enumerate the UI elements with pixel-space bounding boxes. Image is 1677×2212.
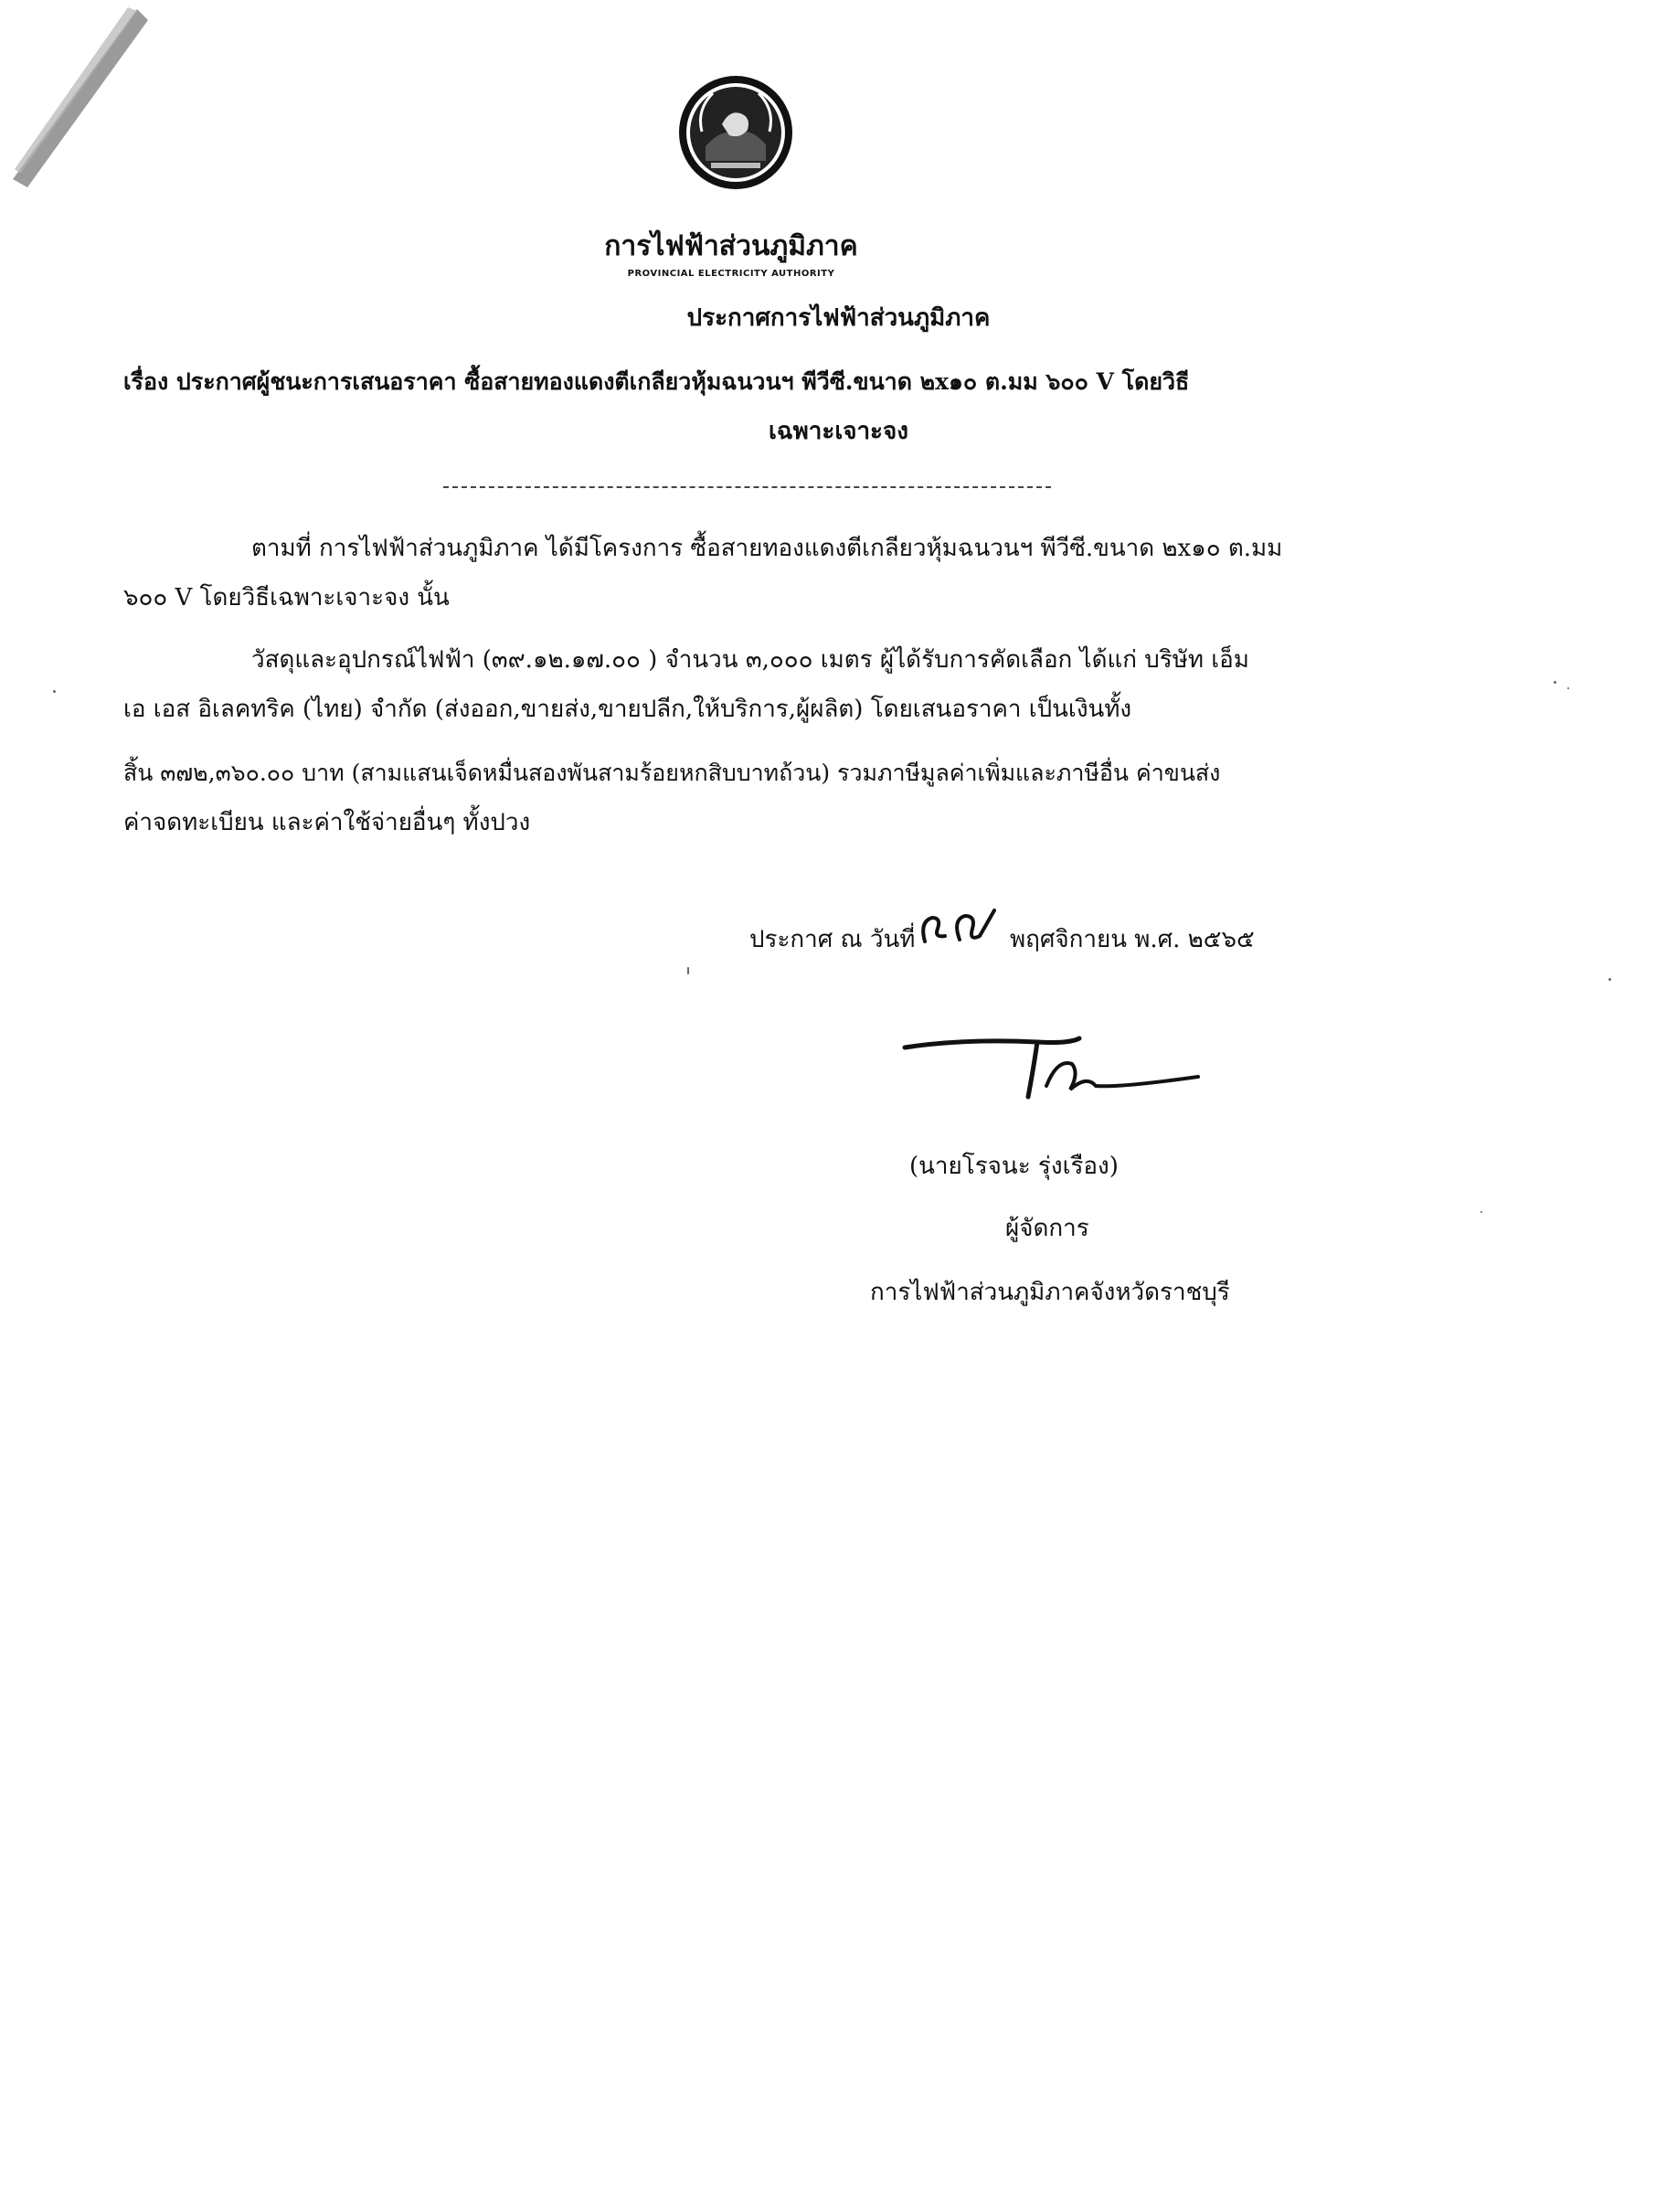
pea-emblem-icon	[676, 73, 795, 192]
signatory-position: ผู้จัดการ	[1005, 1215, 1089, 1242]
signature	[900, 1022, 1202, 1109]
paragraph-2-line-3: สิ้น ๓๗๒,๓๖๐.๐๐ บาท (สามแสนเจ็ดหมื่นสองพันสามร้อยหกสิบบาทถ้วน) รวมภาษีมูลค่าเพิ่มและภาษีอื่น ค่าขนส่ง	[123, 760, 1221, 786]
date-prefix: ประกาศ ณ วันที่	[749, 926, 916, 953]
paragraph-2-line-2: เอ เอส อิเลคทริค (ไทย) จำกัด (ส่งออก,ขายส่ง,ขายปลีก,ให้บริการ,ผู้ผลิต) โดยเสนอราคา เป็นเงินทั้ง	[123, 696, 1132, 723]
date-month-year: พฤศจิกายน พ.ศ. ๒๕๖๕	[1010, 926, 1255, 953]
scan-speck	[1608, 978, 1611, 981]
paragraph-2-line-1: วัสดุและอุปกรณ์ไฟฟ้า (๓๙.๑๒.๑๗.๐๐ ) จำนวน ๓,๐๐๐ เมตร ผู้ได้รับการคัดเลือก ได้แก่ บริษัท เอ็ม	[251, 646, 1249, 674]
paragraph-1-line-1: ตามที่ การไฟฟ้าส่วนภูมิภาค ได้มีโครงการ ซื้อสายทองแดงตีเกลียวหุ้มฉนวนฯ พีวีซี.ขนาด ๒x๑๐ ต.มม	[251, 535, 1283, 562]
paragraph-1-line-2: ๖๐๐ V โดยวิธีเฉพาะเจาะจง นั้น	[123, 584, 450, 611]
divider-line	[443, 486, 1051, 488]
signatory-name: (นายโรจนะ รุ่งเรือง)	[909, 1153, 1119, 1180]
org-name-english: PROVINCIAL ELECTRICITY AUTHORITY	[627, 269, 835, 279]
scan-speck	[687, 967, 689, 974]
scan-speck	[1481, 1211, 1482, 1213]
scan-speck	[1554, 681, 1556, 684]
scan-artifact	[0, 0, 155, 210]
scan-speck	[1567, 687, 1569, 689]
paragraph-2-line-4: ค่าจดทะเบียน และค่าใช้จ่ายอื่นๆ ทั้งปวง	[123, 809, 531, 836]
subject-line-1: เรื่อง ประกาศผู้ชนะการเสนอราคา ซื้อสายทองแดงตีเกลียวหุ้มฉนวนฯ พีวีซี.ขนาด ๒x๑๐ ต.มม ๖๐๐ V โดยวิธี	[123, 368, 1190, 395]
scan-speck	[53, 690, 56, 693]
subject-line-2: เฉพาะเจาะจง	[769, 418, 908, 445]
signatory-office: การไฟฟ้าส่วนภูมิภาคจังหวัดราชบุรี	[870, 1279, 1230, 1306]
org-name-thai: การไฟฟ้าส่วนภูมิภาค	[604, 230, 858, 262]
handwritten-day	[914, 905, 1011, 952]
announcement-title: ประกาศการไฟฟ้าส่วนภูมิภาค	[686, 304, 991, 332]
